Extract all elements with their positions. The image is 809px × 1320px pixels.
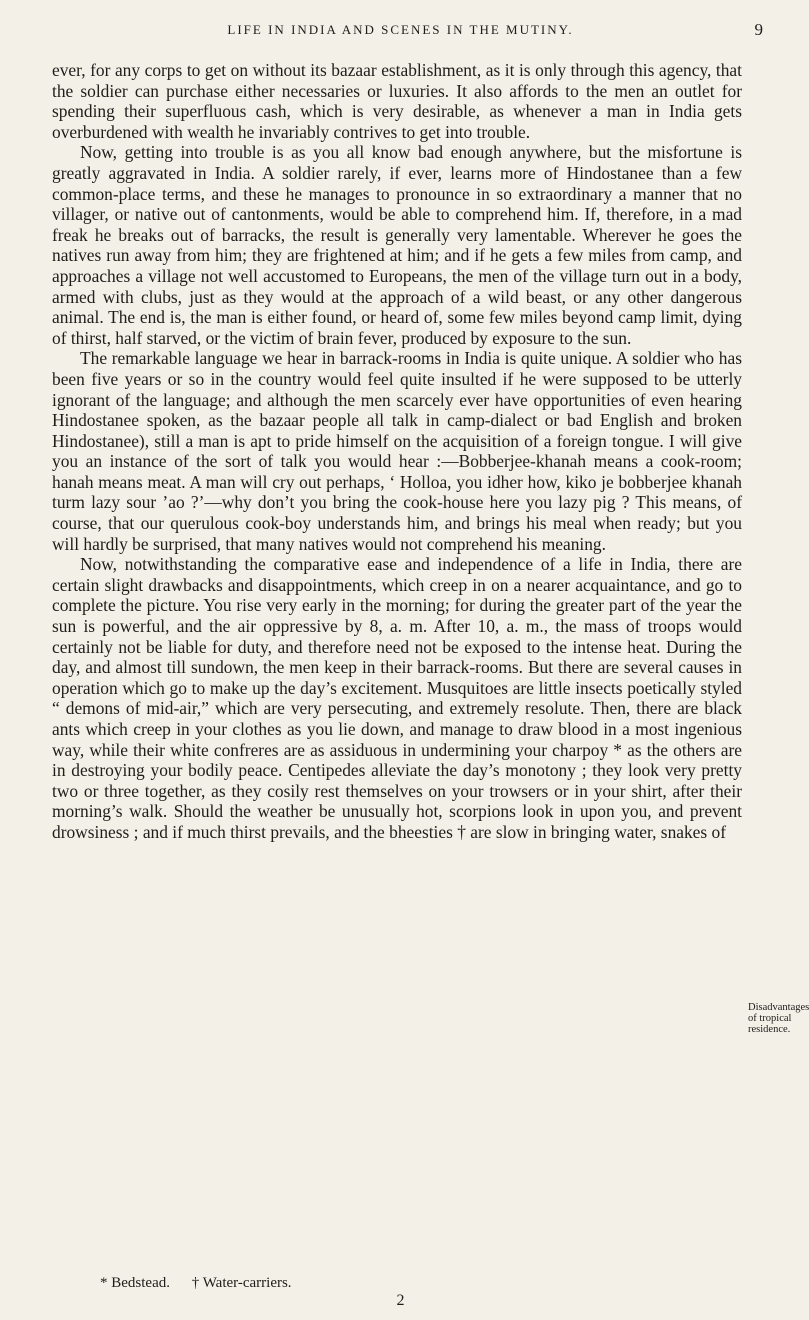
paragraph: Now, getting into trouble is as you all know bad enough anywhere, but the misfortune is greatly aggravated in India. A soldier rarely, if ever, learns more of Hindostanee than a few common-place terms, and these he manages to pronounce in so extraordinary a manner that no villager, or native out of cantonments, would be able to comprehend him. If, therefore, in a mad freak he breaks out of barracks, the result is generally very lamentable. Wherever he goes the natives run away from him; they are frightened at him; and if he gets a few miles from camp, and approaches a village not well accustomed to Europeans, the men of the village turn out in a body, armed with clubs, just as they would at the approach of a wild beast, or any other dangerous animal. The end is, the man is either found, or heard of, some few miles beyond camp limit, dying of thirst, half starved, or the victim of brain fever, produced by exposure to the sun. (52, 142, 742, 348)
paragraph: ever, for any corps to get on without its bazaar establishment, as it is only through this agency, that the soldier can purchase either necessaries or luxuries. It also affords to the men an outlet for spending their superfluous cash, which is very desirable, as whenever a man in India gets overburdened with wealth he invariably contrives to get into trouble. (52, 60, 742, 142)
footnotes (100, 1275, 720, 1292)
running-title: LIFE IN INDIA AND SCENES IN THE MUTINY. (227, 22, 574, 37)
page-number: 9 (754, 20, 763, 39)
running-head (0, 22, 801, 46)
paragraph: The remarkable language we hear in barrack-rooms in India is quite unique. A soldier who has been five years or so in the country would feel quite insulted if he were supposed to be utterly ignorant of the language; and although the men scarcely ever have opportunities of even hearing Hindostanee spoken, as the bazaar people all talk in camp-dialect or bad English and broken Hindostanee), still a man is apt to pride himself on the acquisition of a foreign tongue. I will give you an instance of the sort of talk you would hear :—Bobberjee-khanah means a cook-room; hanah means meat. A man will cry out perhaps, ‘ Holloa, you idher how, kiko je bobberjee khanah turm lazy sour ’ao ?’—why don’t you bring the cook-house here you lazy pig ? This means, of course, that our querulous cook-boy understands him, and brings his meal when ready; but you will hardly be surprised, that many natives would not comprehend his meaning. (52, 348, 742, 554)
body-text (52, 60, 742, 843)
paragraph: Now, notwithstanding the comparative ease and independence of a life in India, there are certain slight drawbacks and disappointments, which creep in on a nearer acquaintance, and go to complete the picture. You rise very early in the morning; for during the greater part of the year the sun is powerful, and the air oppressive by 8, a. m. After 10, a. m., the mass of troops would certainly not be liable for duty, and therefore need not be exposed to the intense heat. During the day, and almost till sundown, the men keep in their barrack-rooms. But there are several causes in operation which go to make up the day’s excitement. Musquitoes are little insects poetically styled “ demons of mid-air,” which are very persecuting, and extremely resolute. Then, there are black ants which creep in your clothes as you lie down, and manage to draw blood in a most ingenious way, while their white confreres are as assiduous in undermining your charpoy * as the others are in destroying your bodily peace. Centipedes alleviate the day’s monotony ; they look very pretty two or three together, as they cosily rest themselves on your trowsers or in your shirt, after their morning’s walk. Should the weather be unusually hot, scorpions look in upon you, and prevent drowsiness ; and if much thirst prevails, and the bheesties † are slow in bringing water, snakes of (52, 554, 742, 842)
footnote-bedstead: * Bedstead. (100, 1275, 170, 1291)
signature-mark: 2 (396, 1292, 405, 1309)
footnote-water-carriers: † Water-carriers. (191, 1275, 292, 1291)
margin-note: Disadvantages of tropical residence. (748, 1002, 809, 1035)
